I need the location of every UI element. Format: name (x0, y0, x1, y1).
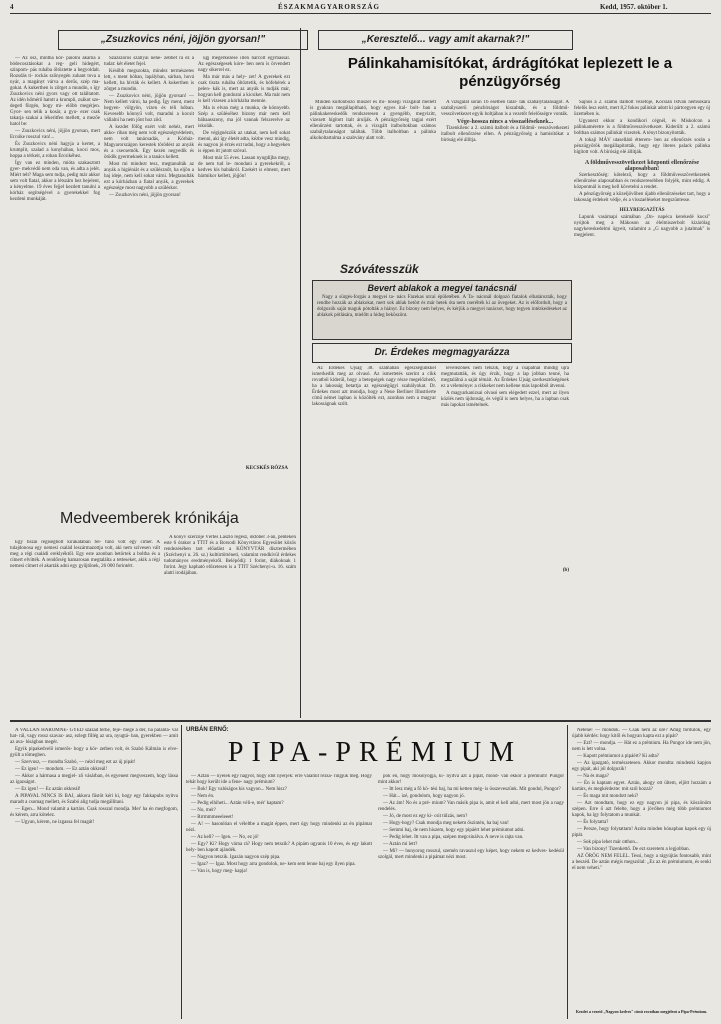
paragraph: — Rrrmmmeeeleeet! (191, 815, 234, 820)
zsuzkovics-title-box (58, 30, 308, 50)
paragraph: Most már 55 éves. Lassan nyugdíjba megy, de nem tud le- mondani a gyerekekről, a kedves kis babákról. Ezekért is elment, mert bármikor kellett, jöjjön! (198, 156, 290, 179)
paragraph: — Az igazgató, természetesen. Akkor mondta: mindenki kapjon egy pipát, aki jól dolgozik! (572, 761, 711, 772)
correction-heading: HELYREIGAZÍTÁS (619, 208, 665, 213)
paragraph: — Hogy-hogy? Csak mondja meg nekem őszintén, ha baj van! (383, 821, 509, 826)
paragraph: — Aztán mi lett? (383, 842, 418, 847)
szovatesszuk-label: Szóvátesszük (340, 262, 419, 276)
paragraph: Százszoros szállyai nehe- zebbet rá ez a tudat: két életet fejel. (104, 56, 194, 67)
paragraph: A könyv szerzője Vértes László régész, október 3-án, pénteken este 6 órakor a TTIT és a Borsodi Könyvtáros Egyesület közös rendezésében tart előadást a KÖNYVTÁR dísztermében (Széchenyi u. 26. sz.) kultúrtörténeti, valamint rendkívül érdekes tudományos eredményekről. Belépődíj: 1 forint, diákoknak 1 forint. Jegy kapható előzetesen is a TTIT Széchenyi-u. 16. szám alatti irodájában. (164, 535, 296, 576)
paragraph: — Sok pipa lehet már otthon... (577, 840, 639, 845)
paragraph: És Zsuzkovics néni hagyja a kertet, a krumplit, szalad a konyhában, kocsi mos, hoppa a térkeit, a rohan Ercsikéhez. (10, 142, 100, 159)
paragraph: — Az ám! No és a pré- mium? Van másik pipa is, amit el kell adni, mert most jön a nagy rendelés. (378, 801, 564, 812)
paragraph: Szerkesztőség: kötelező, hogy a földművesszövetkezetek ellenőrzése alaposabban és rendszeresebben folyjék, mint eddig. A központnál is meg kell követelni a rendet. (574, 173, 710, 190)
szovatesszuk-body (313, 293, 571, 337)
keresztelo-col-3 (574, 100, 710, 576)
paragraph: A PIPAVAL NINCS IS BAJ, akkora füstöt kéri ki, hogy egy fakkapubs nyitva maradt a csomag mellett, és Szabó alig tudja megállítani. (10, 794, 178, 805)
medveember-col-1 (10, 540, 160, 716)
paragraph: — És folytatta? (577, 820, 609, 825)
paragraph: — Bok! Egy valóságos kis vagyon... Nem hisz? (191, 787, 287, 792)
pipa-right-col (572, 728, 711, 1008)
paragraph: — Van is, hogy meg- kapja! (191, 869, 248, 874)
paragraph: — Az kell? — Igen. — No, ez jó! (191, 835, 259, 840)
keresztelo-subhead: Vége-hossza nincs a visszaéléseknek... (456, 119, 554, 125)
paragraph: — És maga mit mondott neki? (577, 794, 639, 799)
paragraph: A tokaji MÁV utasellátó étterem- ben az ellenőrzés során a pénzügyőrök megállapították, hogy egy literes palack pálinka hígított volt. A bíróság elé állítják. (574, 138, 710, 155)
pipa-footer-note: Kezdet a vezető „Nagyon kedves" címü rovatban megjelent a Pipa-Prémium. (575, 1009, 708, 1014)
medveember-col-2 (164, 535, 296, 715)
zsuzkovics-title: „Zsuzkovics néni, jöjjön gyorsan!" (100, 34, 266, 45)
paragraph: Egyik pipakedvelő ismerős- hogy a kör- zetben volt, és Szabó Kálmán is elve- gyült a tömegben. (10, 747, 178, 758)
paragraph: De végignézzük az utakat, nem kell sokat menni, aki így életét adta, kézbe vesz mindig, és nagyon jó érzés ezt tudni, hogy a hegyeken is éppen itt jutott szóval. (198, 131, 290, 154)
page-header (10, 3, 711, 14)
paragraph: Netene! — mondok. — Csak nem az úré? Amíg fordulok, egy újabb kérdés: hogy kitől és hogyan kapta ezt a pipát? (572, 728, 711, 739)
paragraph: — Zsuzkovics néni, jöjjön gyorsan! — Nem kellett várni, ha pedig. Így ment, ment hegyen- völgyön, vízen és téli hóban. Kevesebb könnyű volt, maradni a kocsit vállalni ha nem jönt hoz ződ. (104, 94, 194, 123)
paragraph: — Pedig elhiheti... Aztán véli-e, mér' kaptam? (191, 801, 284, 806)
paragraph: — Akkor a hármasa a megjel- ző vásárban, és egyenest megveszem, hogy lássa az igazságot. (10, 774, 178, 785)
paragraph: Nagy a sürgés-forgás a megyei ta- nács Fazekas utcai épületében. A Ta- nácsnál dolgozó fiatalok elhatározták, hogy rendbe hozzák az ablakokat, mert sok ablak betört és már hetek óta nem cserélték ki az üvegeket. Az is előfordult, hogy a dolgozók saját maguk pótolták a hiányt. Ez bizony nem helyes, és kérjük a megyei tanácsot, hogy tegyen intézkedéseket az ablakok pótlására, mielőtt a hideg beköszönt. (317, 295, 567, 318)
paragraph: — No, mér? (191, 808, 216, 813)
paragraph: A magyarkanizsai olvasó sem elégedett ezzel, mert az ilyen közlés nem újdonság, és végül is nem helyes, ha a lapban csak más lapokat ismételnek. (441, 391, 569, 408)
zsuzkovics-signature: KECSKÉS RÓZSA (245, 466, 288, 471)
keresztelo-kicker-box (318, 30, 573, 50)
szovatesszuk-title: Bevert ablakok a megyei tanácsnál (367, 283, 517, 293)
paragraph: Az Érdekes Ujság 38. számában egészségünkkel ismerkedik meg az olvasó. Az ismertetés szerint a cikk rovatból kiderül, hogy a betegségek nagy része megelőzhető, ha a lakosság betartja az egészségügyi szabályokat. Dr. Érdekes most azt mondja, hogy a Neue Berliner Illustrierte című német lapban is közölték ezt, azonban nem a magyar lakosságnak szólt. (312, 366, 436, 407)
szovatesszuk-box (312, 280, 572, 340)
keresztelo-headline: Pálinkahamisítókat, árdrágítókat leplezett le a pénzügyőrség (347, 55, 673, 90)
zsuzkovics-col-1 (10, 56, 100, 494)
pipa-title: PIPA-PRÉMIUM (227, 737, 523, 768)
paragraph: A vizsgálat során 16 esetben talál- tak szabálytalanságot. A szabályszerű pénzbírságot kiszabták, és a földmű- vesszövetkezet egyik boltjában is a vezetőt felelősségre vonták. (441, 100, 569, 117)
paragraph: — Itt lesz még a fő kö- tési baj, ha mi ketten még- is összeveszünk. Mit gondol, Pungor? (383, 787, 561, 792)
paragraph: Így van ez minden, mióta szakasztott gyer- mekvédő nem oda van, és adta a jelét. Miért telt? Maga sem tudja, pedig már akkor sem volt fiatal, akkor a létszám hez bejelent, a kényelme. 19 éves fejjel kezdett tanulni a kórház segítségével a gyerekekkel fog kezdeni munkáját. (10, 161, 100, 202)
paragraph: pok én, hogy mosolyogja, ki- nyitva azt a pipát, mond- ván ekkor a prémium! Pungor mint akkor! (378, 774, 564, 785)
erdekes-label-box (312, 343, 572, 363)
pipa-left-col (10, 728, 178, 1018)
pipa-mid-col-2 (378, 774, 564, 1018)
paragraph: Tizenkilenc a 2. számú italbolt és a földmű- vesszövetkezeti italbolt ellenőrzése ellen. A pénzügyőrség a hamisítókat a bíróság elé állítja. (441, 126, 569, 143)
paragraph: A pénzügyőrség a közeljövőben újabb ellenőrzéseket tart, hogy a lakosság érdekeit védje, és a visszaéléseket megszüntesse. (574, 192, 710, 203)
paragraph: — Na és maga? (577, 774, 609, 779)
paragraph: Sajnos a 2. számú italbolt vezetője, Kócsián István nemsokára felelős lesz ezért, mert 8,2 fokos pálinkát adott ki pártcegyen egy új üzemében is. (574, 100, 710, 117)
paragraph: — Zsuzkovics néni, jöjjön gyorsan, mert Ercsike rosszul van!... (10, 129, 100, 140)
paragraph: Egy tiszai régiségbolt kirakatában fel- tűnő volt egy címer. A tulajdonosa egy nemesi család leszármazottja volt, aki nem szívesen vált meg a régi családi ereklyéktől. Egy este azonban betörtek a boltba és a címert elvitték. A rendőrség hamarosan megtalálta a tetteseket, akik a régi nemesi címert el akarták adni egy gyűjtőnek, 26 000 forintért. (10, 540, 160, 569)
paragraph: — Aztán — nyelek egy nagyot, hogy idót nyerjek: erre valamit rézsa- ringjuk meg. Hogy tehát hogy került ide a fene- nagy prémium? (186, 774, 372, 785)
paragraph: — Pedig lehet. Itt van a pipa, szépen megcsinálva. A neve is rajta van. (383, 835, 524, 840)
paragraph: — Egen... Mond valamit a kartárs. Csak rosszul mondja. Mer' ha én megfogom, és kérem, arra kötelez. (10, 807, 178, 818)
paragraph: — Hát... izé, gondolom, hogy nagyon jó. (383, 794, 465, 799)
keresztelo-subhead-2: A földművesszövetkezet központi ellenőrzése alaposabban! (584, 160, 700, 172)
column-divider (567, 725, 568, 1019)
paragraph: Lapunk vasárnapi számában „On- napéca kerekedé kocsi" nyújtok meg a Mákoson az élelmiszerbolt kizárólag nagykereskedelmi ügyeit, valamint a „G nagyobb a jutalmak" is megjelent. (574, 215, 710, 238)
paragraph: — Ugyan, kérem, ne izgassa fel magát! (15, 820, 95, 825)
paragraph: Később megszokta, mindez természetes lett, s ment hóban, lapályban, sárban, hová kellett, ha hívták és kellett. A kukerthen is zörget a mundin. (104, 69, 194, 92)
paragraph: Ma már más a hely- zet! A gyerekek ezt csak tiszta ruhába öltöztetik, és hófehérek a pelen- kák is, mert az anyák is tudják már, hogyan kell gondozni a kicsiket. Ma már nem is kell vizesen a kórházba mennie. (198, 75, 290, 104)
zsuzkovics-col-3 (198, 56, 290, 461)
paragraph: — Jó, de most ez egy ki- csit túlzás, nem? (383, 814, 468, 819)
keresztelo-col-2 (441, 100, 569, 252)
paragraph: — A! — hasonlóan el véleltbe a magát éppen, mert úgy hogy mindenki az én pipámat nézi. (186, 822, 372, 833)
paragraph: — Az ösz, mintha kor- páiolni akarná a bódecosztásokat a reg- geli hidegért, szinpom- pás ruhába öltöztette a hegyoldalt. Rozsdás ti- rockás szőnyegén zuhant tova a nyár, a magányt várva a derűs, szép ma- gokat. A kukerthen is zörget a mundin, s így Zsuzkovics néni gyors vagy ott találtatott. Az idén hőmérő hatott a krumpli, zsákot sze- degetl fürgén, hogy mi- előbb megérjen. Gyor- sen telik a kosár, a gyu- ezer csak takarja szakai a lékeritfen mellett, a mezőe hatol be: (10, 56, 100, 127)
zsuzkovics-col-2 (104, 56, 194, 494)
erdekes-label: Dr. Érdekes megmagyarázza (374, 347, 510, 358)
paragraph: — Ez igen! — Ez aztán okkreál! (15, 787, 81, 792)
paragraph: Most mi mindezt tesz, megtanulták az anyák a higiéniát és a szülésznőt, ha eljön a baj ideje, nem kell sokat várni. Megtanulták ezt a kórházban a fiatal anyák, a gyerekek egészsége most nagyobb a szüléskor. (104, 162, 194, 191)
erdekes-col-1 (312, 366, 436, 576)
paragraph: — Egy? Ki? Hogy várna rá? Hogy nem tetszik? A pipám ugyanis 10 éves, és egy lakott hely- ben kapott ajándék. (186, 842, 372, 853)
keresztelo-kicker: „Keresztelő... vagy amit akarnak?!" (361, 34, 530, 45)
issue-date: Kedd, 1957. október 1. (600, 3, 668, 11)
keresztelo-col-1 (310, 100, 436, 250)
section-divider (10, 720, 711, 722)
column-divider (181, 725, 182, 1019)
paragraph: ugj megérkezése illen harcolt egymással. Az egészségesek kóre- ben nem is örvendett nagy sikerrel ez. (198, 56, 290, 73)
paper-name: ÉSZAKMAGYARORSZÁG (278, 3, 380, 11)
paragraph: — Van bizony! Tizenkettő. De ezt szeretem a legjobban. (577, 847, 690, 852)
page-number: 4 (10, 3, 14, 11)
erdekes-col-2 (441, 366, 569, 566)
paragraph: A VALLÁN HÁROMNE- GYED század terhe, fejé- mege a dér, ha palánta- val hat- rál, vagy rossz szavaz- asz, ezlegt fillég az ura, nyugtá- ban, gyerekben — amit az ava- lóságban megér. (10, 728, 178, 745)
paragraph: — Szervusz, — mondta Szabó, — nézd meg ezt az új pipát! (15, 760, 136, 765)
paragraph: — Zsuzkovics néni, jöjjön gyorsan! (109, 193, 181, 198)
medveember-title: Medveemberek krónikája (60, 510, 239, 527)
paragraph: — Nem én. (191, 794, 215, 799)
column-divider (300, 28, 301, 718)
paragraph: A kezdet fölög ezért volt nehéz, mert akko- riban még nem volt egészségvédelem, nem volt tanácsadás, a Kórház-Magyarországon kerestek törödést az anyák és a csecsemők. Egy kezén negyedik és ötödik gyermeknek is a tanács kellett. (104, 125, 194, 160)
paragraph: — Nagyon tetszik. Igazán nagyon szép pipa. (191, 855, 281, 860)
erdekes-signature: (b) (562, 568, 569, 573)
paragraph: Ma is elvan még a munka, de könnyebb. Szép a szüléséhez bizony már nem kell bábaasszony, ma jól vannak felszerelve az iskolák. (198, 106, 290, 129)
paragraph: — Semmi baj, de nem hiszem, hogy egy pipáért lehet prémiumot adni. (383, 828, 525, 833)
pipa-author: URBÁN ERNŐ: (186, 727, 229, 733)
paragraph: lévelezőnek nem tetszik, hogy a csapatnál mindig újra megmutatták, és úgy érzik, hogy a lap jobban tenné, ha megtalálná a saját témáit. Az Érdekes Ujság szerkesztőségének ez a véleménye: a cikkeket nem kellene más lapokból átvenni. (441, 366, 569, 389)
paragraph: Ugyanezt ekkor a kondikori cégnél, és Miskolcon a pálinkaméretre is a földművesszövetkezet. Kiderült: a 2. számú boltban számos pálinkát vizeztek. A tényt bizonyították. (574, 119, 710, 136)
paragraph: — Én is kaptam egyet. Aztán, ahogy ott ültem, eljött hozzám a kartárs, és megkérdezte: mit szól hozzá? (572, 781, 711, 792)
paragraph: — Igaz? — Igaz. Most hogy arra gondolok, ne- kem sem lenne baj egy ilyen pipa. (191, 862, 356, 867)
paragraph: — Azt mondtam, hogy ez egy nagyon jó pipa, és köszönöm szépen. Erre ő azt felelte, hogy a jövőben még több prémiumot kapok, ha így folytatom a munkát. (572, 801, 711, 818)
paragraph: — Kapott prémiumot a pipáért? Ki adta? (577, 754, 659, 759)
paragraph: — Ezt? — mondja. — Hát ez a prémium. Ha Pungor ide nem jön, nem is lett volna. (572, 741, 711, 752)
paragraph: — Persze, hogy folytattam! Azóta minden hónapban kapok egy új pipát. (572, 827, 711, 838)
paragraph: Minden kültönböző műszer és mi- nőségi vizsgálat mellett is gyakran megállapítható, hogy egyes ital- bolt- ban a pálinkakereskedők rendszeresen a gyengébb, megvizitt, vizezett hígított italt árulják. A pénzügyőrség tagjai ezért ellenőrzést tartottak, és a vizsgált italboltokban számos szabálytalanságot találtak. Több italboltban a pálinka alkoholtartalma a szabvány alatt volt. (310, 100, 436, 141)
paragraph: — Mi? — hunyorog rosszul, szemén ravaszul egy képet, hogy nekem ez kedves- kedésül szolgál, mert mindenki a pipámat nézi most. (378, 849, 564, 860)
paragraph: — Ez igen! — mondom. — Ez aztán okkreál! (15, 767, 108, 772)
pipa-mid-col-1 (186, 774, 372, 1018)
paragraph: AZ ÖRÖG NEM FELEL. Tessi, hogy a rágyújtás fontosabb, mint a beszéd. De aztán mégis megszólal: „Ez az én prémiumom, és senki el nem veheti." (572, 854, 711, 871)
